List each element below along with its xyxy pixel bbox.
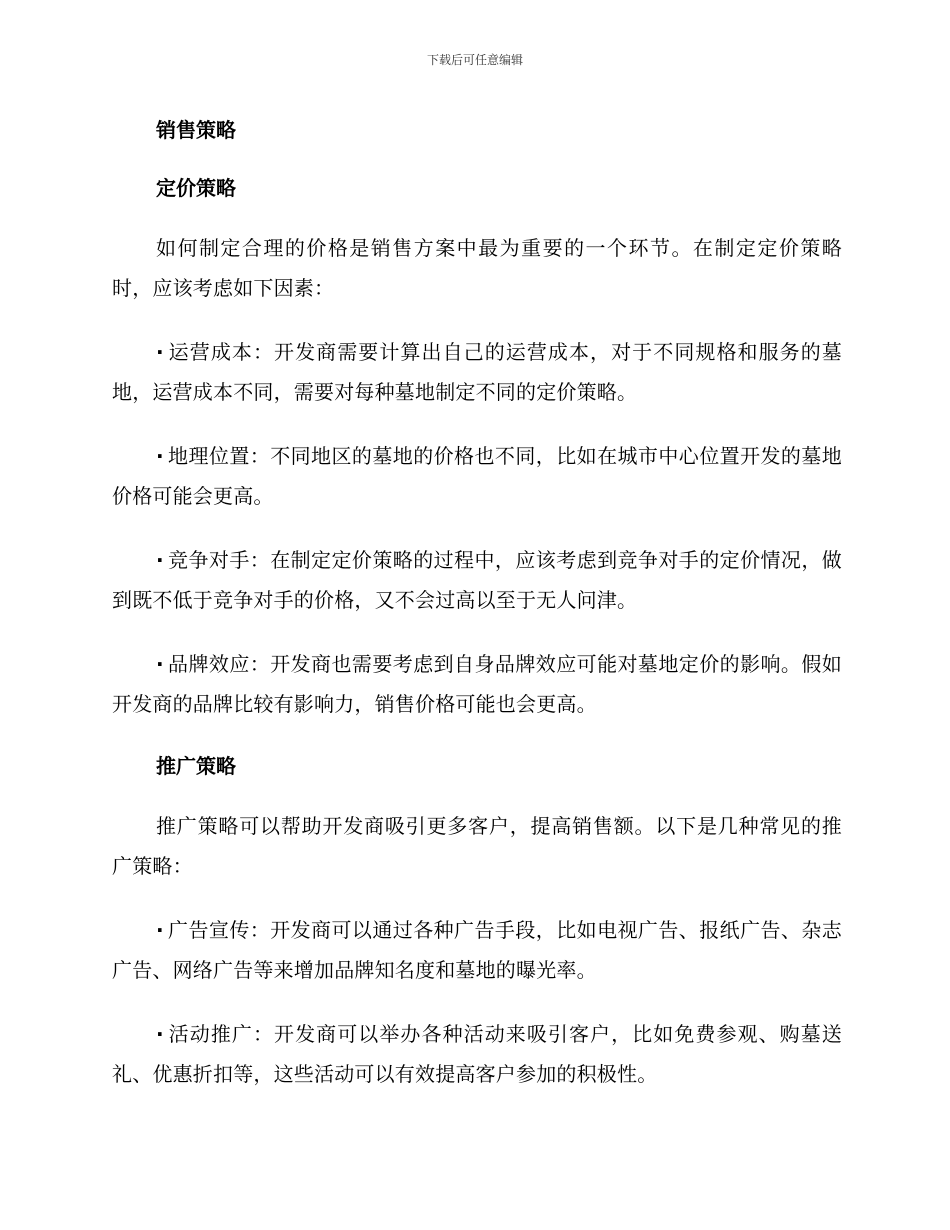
promo-item-text: 广告宣传：开发商可以通过各种广告手段，比如电视广告、报纸广告、杂志广告、网络广告等来增加品牌知名度和墓地的曝光率。 (112, 918, 842, 982)
pricing-item-brand-effect (112, 644, 842, 724)
heading-pricing-strategy: 定价策略 (156, 176, 236, 200)
bullet-dot: · (156, 548, 164, 572)
bullet-dot: · (156, 1022, 164, 1046)
bullet-dot: · (156, 340, 164, 364)
pricing-item-location (112, 436, 842, 516)
pricing-item-operating-cost (112, 332, 842, 412)
document-body (112, 112, 842, 1118)
bullet-dot: · (156, 918, 164, 942)
pricing-item-text: 竞争对手：在制定定价策略的过程中，应该考虑到竞争对手的定价情况，做到既不低于竞争对手的价格，又不会过高以至于无人问津。 (112, 548, 842, 612)
pricing-item-competitors (112, 540, 842, 620)
pricing-item-text: 地理位置：不同地区的墓地的价格也不同，比如在城市中心位置开发的墓地价格可能会更高。 (112, 444, 842, 508)
pricing-item-text: 运营成本：开发商需要计算出自己的运营成本，对于不同规格和服务的墓地，运营成本不同，需要对每种墓地制定不同的定价策略。 (112, 340, 842, 404)
promo-item-text: 活动推广：开发商可以举办各种活动来吸引客户，比如免费参观、购墓送礼、优惠折扣等，这些活动可以有效提高客户参加的积极性。 (112, 1022, 842, 1086)
promo-item-events (112, 1014, 842, 1094)
heading-promotion-strategy: 推广策略 (156, 754, 236, 778)
promo-item-advertising (112, 910, 842, 990)
bullet-dot: · (156, 652, 164, 676)
promo-intro-paragraph: 推广策略可以帮助开发商吸引更多客户，提高销售额。以下是几种常见的推广策略： (112, 814, 842, 878)
page-header-note: 下载后可任意编辑 (426, 53, 523, 67)
bullet-dot: · (156, 444, 164, 468)
heading-sales-strategy: 销售策略 (156, 118, 236, 142)
pricing-item-text: 品牌效应：开发商也需要考虑到自身品牌效应可能对墓地定价的影响。假如开发商的品牌比较有影响力，销售价格可能也会更高。 (112, 652, 842, 716)
pricing-intro-paragraph: 如何制定合理的价格是销售方案中最为重要的一个环节。在制定定价策略时，应该考虑如下因素： (112, 236, 842, 300)
